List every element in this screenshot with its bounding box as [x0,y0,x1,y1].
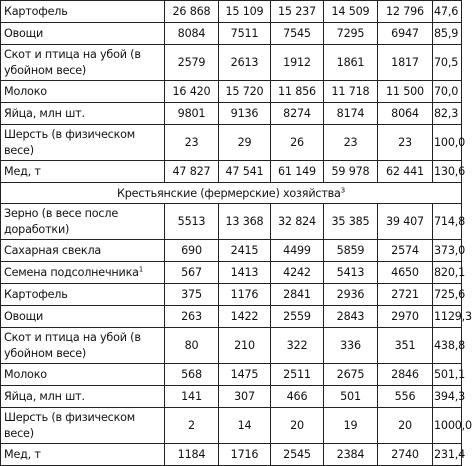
value-cell: 11 856 [271,81,324,103]
row-label [1,444,165,466]
value-cell: 466 [271,386,324,408]
value-cell: 26 868 [165,1,219,23]
value-cell: 7295 [324,23,378,45]
value-cell: 1413 [219,262,271,284]
percent-cell: 70,0 [433,81,462,103]
value-cell: 35 385 [324,204,378,240]
row-label [1,81,165,103]
value-cell: 23 [378,125,433,161]
value-cell: 556 [378,386,433,408]
table-row [1,103,462,125]
table-row [1,262,462,284]
row-label-text: Молоко [4,367,47,381]
value-cell: 141 [165,386,219,408]
section-row [1,183,462,204]
percent-cell: 231,4 [433,444,462,466]
value-cell: 13 368 [219,204,271,240]
percent-cell: 714,8 [433,204,462,240]
value-cell: 59 978 [324,161,378,183]
percent-cell: 130,6 [433,161,462,183]
value-cell: 336 [324,328,378,364]
value-cell: 4499 [271,240,324,262]
value-cell: 23 [324,125,378,161]
value-cell: 32 824 [271,204,324,240]
row-label [1,125,165,161]
value-cell: 2740 [378,444,433,466]
table-body [1,1,472,466]
value-cell: 8064 [378,103,433,125]
row-label-text: Яйца, млн шт. [4,106,85,120]
value-cell: 2843 [324,306,378,328]
row-label-text: Картофель [4,4,68,18]
value-cell: 2511 [271,364,324,386]
value-cell: 23 [165,125,219,161]
value-cell: 47 541 [219,161,271,183]
value-cell: 2545 [271,444,324,466]
percent-cell: 373,0 [433,240,462,262]
table-row [1,408,462,444]
table-row [1,444,462,466]
table-row [1,364,462,386]
table-row [1,284,462,306]
value-cell: 14 [219,408,271,444]
value-cell: 2613 [219,45,271,81]
value-cell: 2579 [165,45,219,81]
value-cell: 1422 [219,306,271,328]
value-cell: 567 [165,262,219,284]
value-cell: 351 [378,328,433,364]
value-cell: 9801 [165,103,219,125]
percent-cell: 100,0 [433,125,462,161]
value-cell: 5859 [324,240,378,262]
percent-cell: 47,6 [433,1,462,23]
value-cell: 2415 [219,240,271,262]
percent-cell: 1129,3 [433,306,462,328]
value-cell: 29 [219,125,271,161]
row-label [1,240,165,262]
value-cell: 8174 [324,103,378,125]
value-cell: 1817 [378,45,433,81]
value-cell: 62 441 [378,161,433,183]
row-label-text: Мед, т [4,447,41,461]
row-label [1,408,165,444]
value-cell: 1184 [165,444,219,466]
percent-cell: 85,9 [433,23,462,45]
value-cell: 80 [165,328,219,364]
percent-cell: 82,3 [433,103,462,125]
row-label-text: Скот и птица на убой (в убойном весе) [4,331,141,360]
table-row [1,45,462,81]
table-row [1,81,462,103]
value-cell: 20 [378,408,433,444]
value-cell: 14 509 [324,1,378,23]
value-cell: 1176 [219,284,271,306]
value-cell: 15 109 [219,1,271,23]
value-cell: 47 827 [165,161,219,183]
value-cell: 1716 [219,444,271,466]
row-label-text: Скот и птица на убой (в убойном весе) [4,48,141,77]
value-cell: 7511 [219,23,271,45]
row-label [1,1,165,23]
value-cell: 16 420 [165,81,219,103]
value-cell: 2936 [324,284,378,306]
section-heading [1,183,462,204]
row-label-text: Сахарная свекла [4,243,102,257]
row-label [1,364,165,386]
value-cell: 61 149 [271,161,324,183]
percent-cell: 70,5 [433,45,462,81]
row-label [1,161,165,183]
row-label [1,284,165,306]
row-label [1,306,165,328]
value-cell: 7545 [271,23,324,45]
value-cell: 8274 [271,103,324,125]
percent-cell: 501,1 [433,364,462,386]
row-label [1,386,165,408]
percent-cell: 394,3 [433,386,462,408]
row-label [1,45,165,81]
row-label-text: Овощи [4,309,44,323]
value-cell: 8084 [165,23,219,45]
table-row [1,306,462,328]
row-label-text: Молоко [4,84,47,98]
value-cell: 2559 [271,306,324,328]
value-cell: 2 [165,408,219,444]
row-label-text: Картофель [4,287,68,301]
value-cell: 4650 [378,262,433,284]
table-row [1,161,462,183]
row-label-text: Мед, т [4,164,41,178]
footnote-marker: 1 [138,265,144,274]
value-cell: 9136 [219,103,271,125]
value-cell: 263 [165,306,219,328]
value-cell: 11 718 [324,81,378,103]
table-row [1,328,462,364]
section-heading-text: Крестьянские (фермерские) хозяйства [117,186,341,200]
value-cell: 5513 [165,204,219,240]
value-cell: 15 237 [271,1,324,23]
value-cell: 20 [271,408,324,444]
row-label-text: Зерно (в весе после доработки) [4,207,118,236]
row-label-text: Овощи [4,26,44,40]
value-cell: 1861 [324,45,378,81]
row-label [1,262,165,284]
table-row [1,23,462,45]
row-label [1,103,165,125]
table-row [1,1,462,23]
value-cell: 6947 [378,23,433,45]
value-cell: 2574 [378,240,433,262]
row-label [1,328,165,364]
percent-cell: 1000,0 [433,408,462,444]
value-cell: 19 [324,408,378,444]
row-label-text: Яйца, млн шт. [4,389,85,403]
value-cell: 2675 [324,364,378,386]
value-cell: 690 [165,240,219,262]
row-label-text: Семена подсолнечника [4,265,139,279]
value-cell: 210 [219,328,271,364]
row-label-text: Шерсть (в физическом весе) [4,411,136,440]
value-cell: 2841 [271,284,324,306]
value-cell: 2970 [378,306,433,328]
row-label [1,204,165,240]
percent-cell: 438,8 [433,328,462,364]
table-row [1,240,462,262]
value-cell: 15 720 [219,81,271,103]
percent-cell: 820,1 [433,262,462,284]
table-row [1,386,462,408]
value-cell: 2721 [378,284,433,306]
row-label-text: Шерсть (в физическом весе) [4,128,136,157]
table-row [1,125,462,161]
value-cell: 26 [271,125,324,161]
value-cell: 307 [219,386,271,408]
value-cell: 2384 [324,444,378,466]
row-label [1,23,165,45]
value-cell: 12 796 [378,1,433,23]
value-cell: 501 [324,386,378,408]
value-cell: 322 [271,328,324,364]
percent-cell: 725,6 [433,284,462,306]
value-cell: 11 500 [378,81,433,103]
value-cell: 39 407 [378,204,433,240]
value-cell: 2846 [378,364,433,386]
value-cell: 1475 [219,364,271,386]
value-cell: 1912 [271,45,324,81]
footnote-marker: 3 [340,185,345,194]
table-row [1,204,462,240]
value-cell: 4242 [271,262,324,284]
value-cell: 568 [165,364,219,386]
value-cell: 5413 [324,262,378,284]
value-cell: 375 [165,284,219,306]
